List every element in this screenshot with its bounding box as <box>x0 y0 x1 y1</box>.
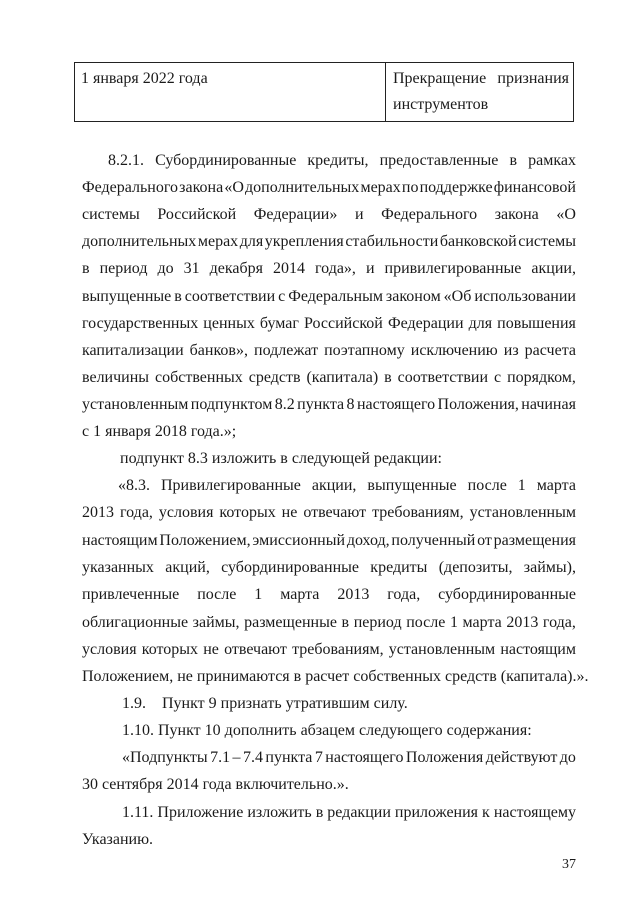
word: по <box>401 179 419 197</box>
table-cell-line: инструментов <box>393 96 489 113</box>
word: требованиям, <box>372 504 464 522</box>
word: 2013 <box>82 504 114 522</box>
word: порядком, <box>507 368 576 386</box>
word: отвечают <box>303 504 367 522</box>
word: период <box>99 260 148 278</box>
word: декабря <box>209 260 263 278</box>
text-line <box>82 557 576 579</box>
word: ценных <box>203 314 255 332</box>
text-line <box>82 313 576 335</box>
word: 7.1 <box>210 749 231 766</box>
word: и <box>365 260 375 278</box>
text-line: с 1 января 2018 года.»; <box>82 423 237 440</box>
word: в <box>82 260 90 278</box>
word: кредиты <box>370 558 428 576</box>
word: бумаг <box>259 314 299 332</box>
word: марта <box>280 586 320 604</box>
word: стабильности <box>345 233 439 251</box>
word: средств <box>248 368 301 386</box>
word: изложить <box>247 804 312 821</box>
word: закона <box>179 179 224 197</box>
text-line: подпункт 8.3 изложить в следующей редакции: <box>120 450 442 467</box>
word: закона <box>494 206 539 224</box>
word: акции, <box>311 477 357 494</box>
word: системы <box>518 233 576 251</box>
text-line <box>82 177 576 199</box>
word: величины <box>82 368 150 386</box>
word: (капитала) <box>306 368 379 386</box>
word: Положением, <box>159 531 251 549</box>
word: предоставленные <box>379 152 499 169</box>
word: капитализации <box>82 341 184 359</box>
word: от <box>477 531 492 549</box>
word: года, <box>387 586 421 604</box>
text-line: 1.9. Пункт 9 признать утратившим силу. <box>122 695 408 712</box>
word: в <box>315 804 324 821</box>
word: установленным <box>388 640 496 658</box>
word: 7 <box>314 749 323 766</box>
word: которых <box>219 504 276 522</box>
word: Приложение <box>157 804 244 821</box>
word: законом <box>385 287 441 305</box>
word: отвечают <box>224 640 287 658</box>
word: не <box>203 640 219 658</box>
word: собственных <box>154 368 243 386</box>
word: 31 <box>183 260 200 278</box>
table-column-divider <box>385 63 386 121</box>
table-cell-word: Прекращение <box>393 70 487 87</box>
word: повышения <box>497 314 576 332</box>
word: которых <box>141 640 199 658</box>
word: Федеральным <box>288 287 383 305</box>
text-line <box>82 802 576 824</box>
word: в <box>509 152 518 169</box>
word: Федерального <box>82 179 179 197</box>
text-line <box>82 394 576 416</box>
text-line <box>82 639 576 661</box>
word: действуют <box>485 749 558 766</box>
text-line: 30 сентября 2014 года включительно.». <box>82 776 349 793</box>
word: с <box>494 368 502 386</box>
text-line <box>82 286 576 308</box>
text-line <box>82 747 576 769</box>
word: 2013 <box>506 613 539 631</box>
word: займы, <box>192 613 240 631</box>
word: подлежат <box>254 341 319 359</box>
word: 1 <box>517 477 526 494</box>
word: расчета <box>524 341 576 359</box>
word: 1.11. <box>122 804 154 821</box>
word: государственных <box>82 314 199 332</box>
word: Российской <box>157 206 237 224</box>
deadline-table <box>74 62 574 122</box>
word: пункта <box>265 749 313 766</box>
word: указанных <box>82 558 154 576</box>
text-line <box>82 530 576 552</box>
word: рамках <box>528 152 576 169</box>
word: года, <box>542 613 576 631</box>
word: условия <box>82 640 137 658</box>
word: с <box>278 287 286 305</box>
word: Субординированные <box>155 152 297 169</box>
word: «О <box>556 206 576 224</box>
text-line: Положением, не принимаются в расчет собственных средств (капитала).». <box>82 668 589 686</box>
text-line <box>82 204 576 226</box>
text-line <box>82 340 576 362</box>
word: соответствии <box>397 368 489 386</box>
word: субординированные <box>221 558 359 576</box>
word: дополнительных <box>245 179 360 197</box>
word: займы), <box>523 558 576 576</box>
word: 8 <box>346 395 355 413</box>
word: размещения <box>493 531 576 549</box>
word: редакции <box>327 804 391 821</box>
table-cell-word: признания <box>497 70 569 87</box>
word: «О <box>224 179 244 197</box>
word: поддержке <box>419 179 493 197</box>
word: субординированные <box>438 586 576 604</box>
word: в <box>384 368 392 386</box>
page-number: 37 <box>562 857 576 872</box>
word: банковской <box>439 233 517 251</box>
word: полученный <box>391 531 476 549</box>
word: начиная <box>521 395 576 413</box>
word: 8.2 <box>274 395 295 413</box>
text-line <box>82 231 576 253</box>
word: года, <box>119 504 153 522</box>
word: 2014 <box>272 260 305 278</box>
word: привилегированные <box>384 260 522 278</box>
word: период <box>353 613 402 631</box>
word: системы <box>82 206 140 224</box>
word: Российской <box>304 314 383 332</box>
word: и <box>354 206 364 224</box>
word: Федерального <box>381 206 478 224</box>
word: банков», <box>189 341 248 359</box>
word: в <box>174 287 182 305</box>
table-cell-action <box>393 66 569 118</box>
word: «8.3. <box>118 477 150 494</box>
text-line <box>82 150 576 172</box>
word: требованиям, <box>292 640 384 658</box>
word: из <box>503 341 519 359</box>
word: в <box>341 613 350 631</box>
word: акций, <box>165 558 210 576</box>
word: до <box>157 260 174 278</box>
word: марта <box>536 477 576 494</box>
word: к <box>482 804 490 821</box>
word: не <box>281 504 298 522</box>
word: условия <box>158 504 214 522</box>
text-line <box>82 258 576 280</box>
word: акции, <box>531 260 576 278</box>
word: настоящего <box>325 749 404 766</box>
word: установленным <box>469 504 576 522</box>
table-cell-date: 1 января 2022 года <box>81 70 208 87</box>
word: года», <box>314 260 356 278</box>
word: для <box>468 314 493 332</box>
word: исключению <box>410 341 498 359</box>
word: доход, <box>346 531 390 549</box>
word: укрепления <box>264 233 344 251</box>
word: Привилегированные <box>160 477 301 494</box>
word: 1 <box>254 586 263 604</box>
word: настоящим <box>82 531 158 549</box>
word: настоящим <box>500 640 576 658</box>
word: финансовой <box>493 179 576 197</box>
word: кредиты, <box>307 152 369 169</box>
word: Федерации» <box>253 206 338 224</box>
word: соответствии <box>184 287 276 305</box>
word: – <box>232 749 241 766</box>
word: приложения <box>394 804 479 821</box>
word: установленным <box>82 395 189 413</box>
word: 7.4 <box>242 749 263 766</box>
word: после <box>467 477 507 494</box>
text-line <box>82 584 576 606</box>
text-line <box>82 502 576 524</box>
word: облигационные <box>82 613 189 631</box>
word: настоящему <box>493 804 576 821</box>
word: размещенные <box>244 613 337 631</box>
word: (депозиты, <box>438 558 513 576</box>
word: дополнительных <box>82 233 197 251</box>
word: выпущенные <box>367 477 457 494</box>
word: поэтапному <box>324 341 405 359</box>
word: привлеченные <box>82 586 180 604</box>
text-line <box>82 367 576 389</box>
text-line <box>82 475 576 497</box>
word: подпунктом <box>190 395 273 413</box>
text-line: Указанию. <box>82 831 154 848</box>
text-line <box>82 612 576 634</box>
word: Федерации <box>387 314 464 332</box>
word: до <box>559 749 576 766</box>
word: 2013 <box>337 586 370 604</box>
word: выпущенные <box>82 287 172 305</box>
word: пункта <box>297 395 345 413</box>
word: после <box>406 613 446 631</box>
word: «Об <box>443 287 472 305</box>
word: мерах <box>360 179 401 197</box>
word: настоящего <box>356 395 436 413</box>
word: 1 <box>449 613 458 631</box>
word: «Подпункты <box>122 749 208 766</box>
word: использовании <box>474 287 576 305</box>
word: эмиссионный <box>252 531 346 549</box>
word: Положения, <box>437 395 519 413</box>
word: Положения <box>405 749 484 766</box>
word: для <box>239 233 264 251</box>
word: марта <box>462 613 502 631</box>
word: мерах <box>197 233 239 251</box>
text-line: 1.10. Пункт 10 дополнить абзацем следующего содержания: <box>122 722 532 739</box>
word: 8.2.1. <box>108 152 144 169</box>
word: после <box>197 586 237 604</box>
